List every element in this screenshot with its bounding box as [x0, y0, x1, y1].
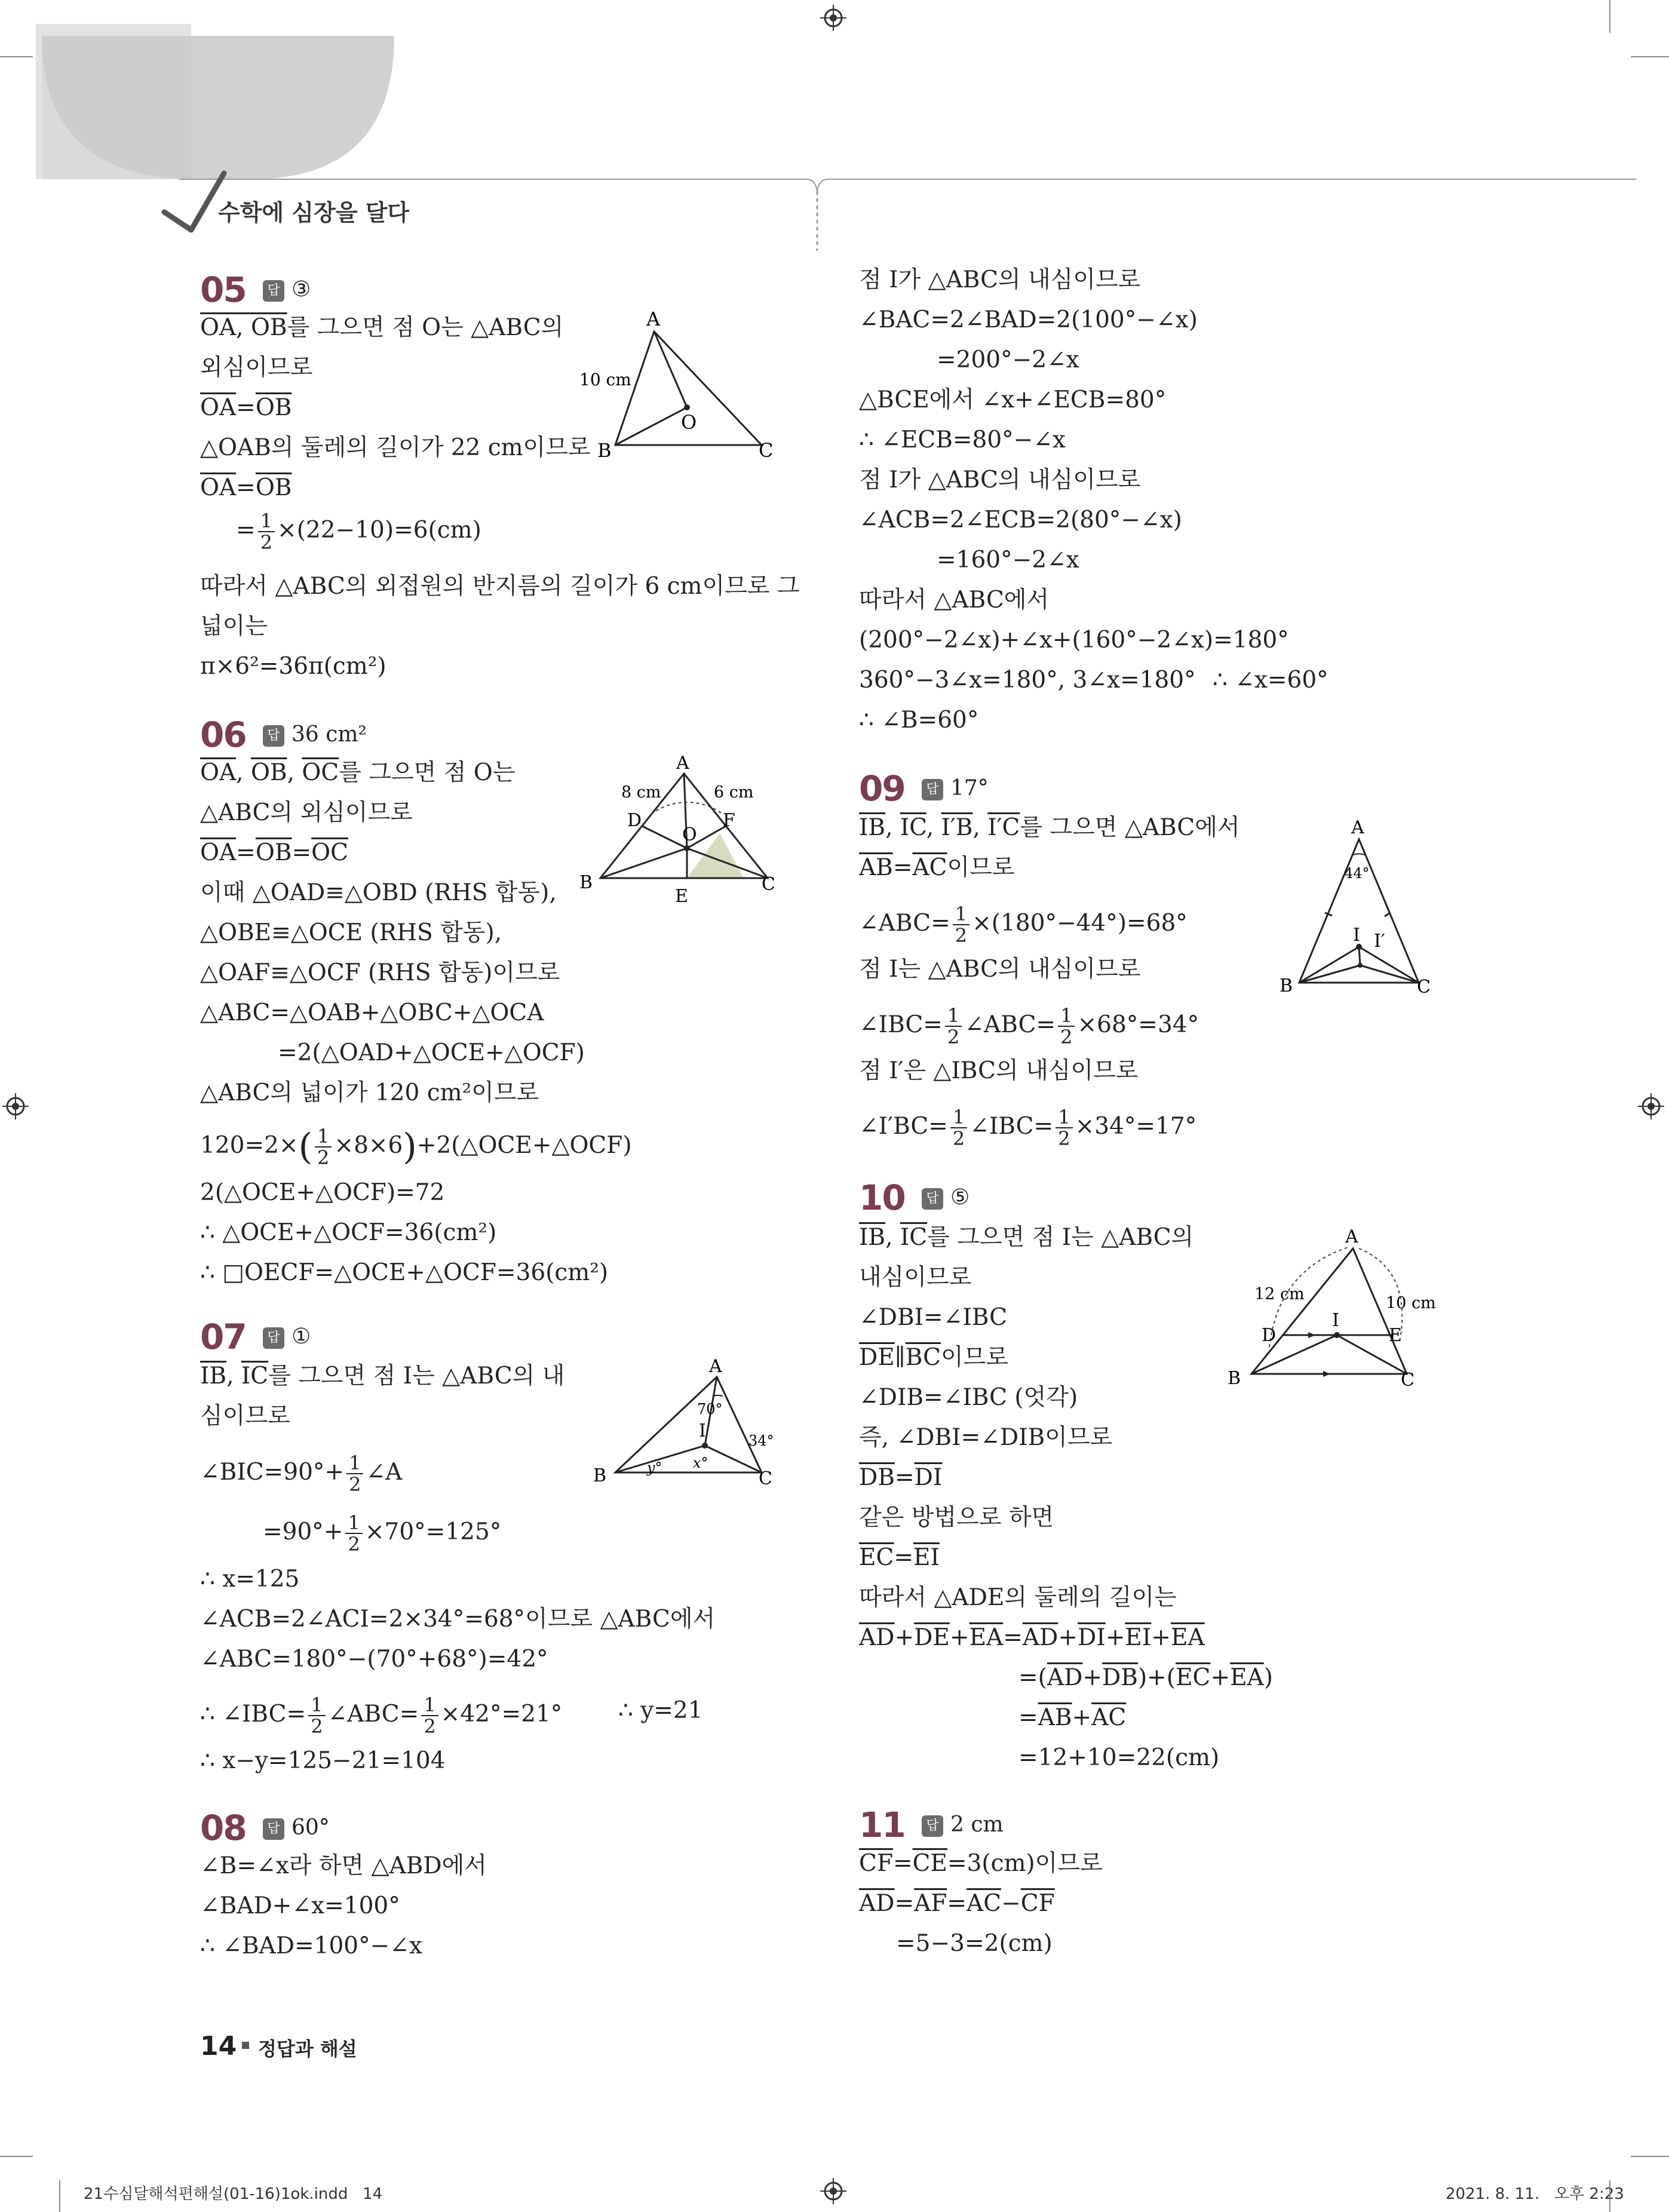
label-d: D: [1262, 1325, 1277, 1346]
solution-line: ∠BAC=2∠BAD=2(100°−∠x): [859, 306, 1198, 333]
label-b: B: [579, 872, 593, 893]
crop-marks-bottom: [0, 2144, 1669, 2212]
answer: 답 17°: [922, 774, 989, 803]
solution-line: ∴ x−y=125−21=104: [200, 1747, 446, 1774]
solution-line: $\overline{OA}$, $\overline{OB}$, $\overline{OC}$를 그으면 점 O는: [200, 759, 516, 786]
label-left-length: 12 cm: [1254, 1285, 1305, 1303]
solution-line: ∠BAD+∠x=100°: [200, 1892, 400, 1919]
solution-line: ∴ y=21: [618, 1697, 703, 1724]
solution-line: ∠ABC= $\frac{1}{2}$ ×(180°−44°)=68°: [859, 903, 1188, 947]
answer: 답 ③: [263, 275, 311, 305]
solution-line: 따라서 △ABC에서: [859, 587, 1050, 613]
solution-line: ∠ACB=2∠ACI=2×34°=68°이므로 △ABC에서: [200, 1606, 716, 1633]
solution-line: 따라서 △ADE의 둘레의 길이는: [859, 1584, 1177, 1611]
header-title: 수학에 심장을 달다: [218, 200, 410, 226]
solution-line: △ABC의 넓이가 120 cm²이므로: [200, 1079, 539, 1106]
solution-line: ∠I′BC= $\frac{1}{2}$ ∠IBC= $\frac{1}{2}$ ×34°=17°: [859, 1106, 1197, 1150]
solution-line: △OAB의 둘레의 길이가 22 cm이므로: [200, 434, 591, 461]
solution-line: =160°−2∠x: [937, 547, 1079, 573]
label-c: C: [1417, 977, 1431, 998]
solution-line: 360°−3∠x=180°, 3∠x=180°: [859, 667, 1196, 694]
page-number: 14: [200, 2031, 237, 2061]
solution-line: △OAF≡△OCF (RHS 합동)이므로: [200, 959, 560, 986]
solution-line: $\overline{OA}=\overline{OB}=\overline{OC}$: [200, 839, 348, 866]
label-c: C: [759, 1468, 772, 1489]
problem-number: 06: [200, 714, 246, 755]
label-b: B: [1280, 975, 1293, 996]
solution-line: ∠B=∠x라 하면 △ABD에서: [200, 1852, 487, 1879]
solution-line: ∴ ∠x=60°: [1213, 667, 1329, 694]
solution-line: 넓이는: [200, 613, 268, 640]
label-a: A: [646, 311, 661, 330]
solution-line: 따라서 △ABC의 외접원의 반지름의 길이가 6 cm이므로 그: [200, 573, 800, 600]
solution-line: $\overline{IB}$, $\overline{IC}$를 그으면 점 I는 △ABC의 내: [200, 1363, 565, 1389]
solution-line: OA, $\overline{OB}$를 그으면 점 O는 △ABC의: [200, 314, 564, 341]
footer-square: [242, 2042, 249, 2049]
solution-line: =5−3=2(cm): [896, 1930, 1053, 1957]
solution-line: 120=2×( $\frac{1}{2}$ ×8×6)+2(△OCE+△OCF): [200, 1125, 632, 1169]
label-a: A: [1345, 1226, 1358, 1247]
label-length: 10 cm: [579, 370, 631, 389]
answer: 답 ⑤: [922, 1183, 970, 1213]
label-b: B: [1228, 1368, 1241, 1389]
solution-line: π×6²=36π(cm²): [200, 653, 386, 680]
footer-section: 정답과 해설: [258, 2038, 357, 2060]
solution-line: $\overline{EC}=\overline{EI}$: [859, 1544, 940, 1571]
answer: 답 2 cm: [922, 1810, 1004, 1840]
solution-line: (200°−2∠x)+∠x+(160°−2∠x)=180°: [859, 627, 1289, 654]
solution-line: 점 I가 △ABC의 내심이므로: [859, 266, 1141, 293]
solution-line: ∴ △OCE+△OCF=36(cm²): [200, 1219, 497, 1246]
solution-line: ∴ ∠IBC= $\frac{1}{2}$ ∠ABC= $\frac{1}{2}$ ×42°=21°: [200, 1693, 563, 1738]
solution-line: $\overline{DE}\parallel\overline{BC}$이므로: [859, 1344, 1009, 1371]
triangle-figure-09: [1272, 812, 1452, 1004]
label-b: B: [593, 1465, 607, 1486]
label-a: A: [709, 1359, 722, 1377]
solution-line: $=(\overline{AD}+\overline{DB})+(\overline{EC}+\overline{EA})$: [1018, 1664, 1273, 1691]
label-c: C: [762, 874, 775, 895]
solution-line: 내심이므로: [859, 1264, 972, 1291]
solution-line: ∴ ∠B=60°: [859, 707, 979, 734]
solution-line: 즉, ∠DBI=∠DIB이므로: [859, 1424, 1113, 1451]
solution-line: =200°−2∠x: [937, 346, 1079, 373]
solution-line: 이때 △OAD≡△OBD (RHS 합동),: [200, 879, 557, 906]
solution-line: $\overline{AB}=\overline{AC}$이므로: [859, 854, 1015, 881]
answer: 답 36 cm²: [263, 720, 367, 750]
label-o: O: [682, 824, 697, 845]
label-right-length: 10 cm: [1386, 1294, 1436, 1312]
solution-line: ∴ ∠BAD=100°−∠x: [200, 1932, 422, 1959]
solution-line: ∴ □OECF=△OCE+△OCF=36(cm²): [200, 1259, 609, 1286]
solution-line: 점 I′은 △IBC의 내심이므로: [859, 1057, 1139, 1084]
problem-number: 11: [859, 1805, 905, 1845]
label-e: E: [1389, 1325, 1402, 1346]
answer: 답 ①: [263, 1322, 311, 1352]
label-right-length: 6 cm: [714, 783, 754, 802]
solution-line: 점 I가 △ABC의 내심이므로: [859, 467, 1141, 493]
label-e: E: [675, 886, 688, 907]
solution-line: $=\overline{AB}+\overline{AC}$: [1018, 1704, 1127, 1731]
label-b: B: [597, 439, 612, 462]
triangle-figure-10: [1219, 1222, 1440, 1389]
solution-line: $\overline{AD}+\overline{DE}+\overline{EA}=\overline{AD}+\overline{DI}+\overline{EI}+\overline{EA}$: [859, 1624, 1205, 1651]
label-left-length: 8 cm: [621, 783, 661, 802]
solution-line: $\overline{AD}=\overline{AF}=\overline{AC}-\overline{CF}$: [859, 1890, 1055, 1917]
label-i: I: [1332, 1310, 1339, 1331]
solution-line: ∠BIC=90°+ $\frac{1}{2}$ ∠A: [200, 1452, 403, 1496]
label-o: O: [681, 411, 697, 434]
solution-line: 2(△OCE+△OCF)=72: [200, 1179, 445, 1206]
footer-timestamp: 2021. 8. 11. 오후 2:23: [1446, 2185, 1624, 2203]
label-angle-44: 44°: [1344, 865, 1370, 882]
solution-line: 심이므로: [200, 1403, 290, 1429]
solution-line: 외심이므로: [200, 354, 313, 381]
label-c: C: [1401, 1370, 1415, 1389]
solution-line: △BCE에서 ∠x+∠ECB=80°: [859, 386, 1167, 413]
solution-line: =2(△OAD+△OCE+△OCF): [278, 1039, 585, 1066]
solution-line: =12+10=22(cm): [1018, 1744, 1220, 1771]
registration-mark-top: [820, 5, 846, 31]
solution-line: =90°+ $\frac{1}{2}$ ×70°=125°: [263, 1511, 502, 1556]
solution-line: $\overline{IB}$, $\overline{IC}$를 그으면 점 I는 △ABC의: [859, 1224, 1194, 1251]
label-i-prime: I′: [1374, 931, 1385, 952]
label-angle-y: y°: [647, 1459, 662, 1476]
problem-number: 07: [200, 1317, 246, 1357]
problem-number: 09: [859, 768, 905, 809]
registration-mark-right: [1638, 1093, 1664, 1119]
solution-line: $\overline{DB}=\overline{DI}$: [859, 1464, 943, 1491]
solution-line: ∠DIB=∠IBC (엇각): [859, 1384, 1078, 1411]
registration-mark-left: [2, 1093, 29, 1119]
solution-line: 같은 방법으로 하면: [859, 1504, 1054, 1531]
solution-line: ∠ABC=180°−(70°+68°)=42°: [200, 1646, 548, 1673]
triangle-figure-05: [573, 311, 783, 466]
triangle-figure-07: [588, 1359, 786, 1490]
label-i: I: [699, 1421, 706, 1441]
solution-line: △ABC의 외심이므로: [200, 799, 413, 826]
solution-line: 점 I는 △ABC의 내심이므로: [859, 956, 1141, 983]
solution-line: △OBE≡△OCE (RHS 합동),: [200, 919, 502, 946]
label-c: C: [759, 439, 774, 462]
label-angle-70: 70°: [697, 1401, 723, 1418]
triangle-figure-06: [579, 756, 783, 917]
solution-line: △ABC=△OAB+△OBC+△OCA: [200, 999, 544, 1026]
problem-number: 05: [200, 269, 246, 310]
answer: 답 60°: [263, 1813, 330, 1843]
problem-number: 08: [200, 1808, 246, 1848]
label-a: A: [1351, 817, 1364, 838]
label-a: A: [676, 756, 689, 774]
label-angle-x: x°: [693, 1455, 708, 1471]
solution-line: ∠ACB=2∠ECB=2(80°−∠x): [859, 507, 1182, 533]
footer-file-name: 21수심달해석편해설(01-16)1ok.indd 14: [84, 2185, 383, 2203]
label-angle-34: 34°: [748, 1432, 774, 1449]
problem-number: 10: [859, 1177, 905, 1218]
solution-line: ∴ ∠ECB=80°−∠x: [859, 427, 1066, 453]
solution-line: $\overline{CF}=\overline{CE}=3(cm)$이므로: [859, 1850, 1103, 1877]
solution-line: $\overline{IB}$, $\overline{IC}$, I′B, I′C를 그으면 △ABC에서: [859, 814, 1240, 841]
solution-line: $\overline{OA}=\overline{OB}$: [200, 394, 292, 421]
solution-line: ∠DBI=∠IBC: [859, 1304, 1007, 1331]
solution-line: ∠IBC= $\frac{1}{2}$ ∠ABC= $\frac{1}{2}$ ×68°=34°: [859, 1004, 1199, 1048]
solution-line: ∴ x=125: [200, 1566, 300, 1593]
solution-line: $\overline{OA}=\overline{OB}$: [200, 474, 292, 501]
solution-line: = $\frac{1}{2}$ ×(22−10)=6(cm): [236, 510, 481, 554]
label-i: I: [1353, 925, 1360, 946]
label-d: D: [627, 810, 642, 831]
label-f: F: [723, 810, 735, 831]
